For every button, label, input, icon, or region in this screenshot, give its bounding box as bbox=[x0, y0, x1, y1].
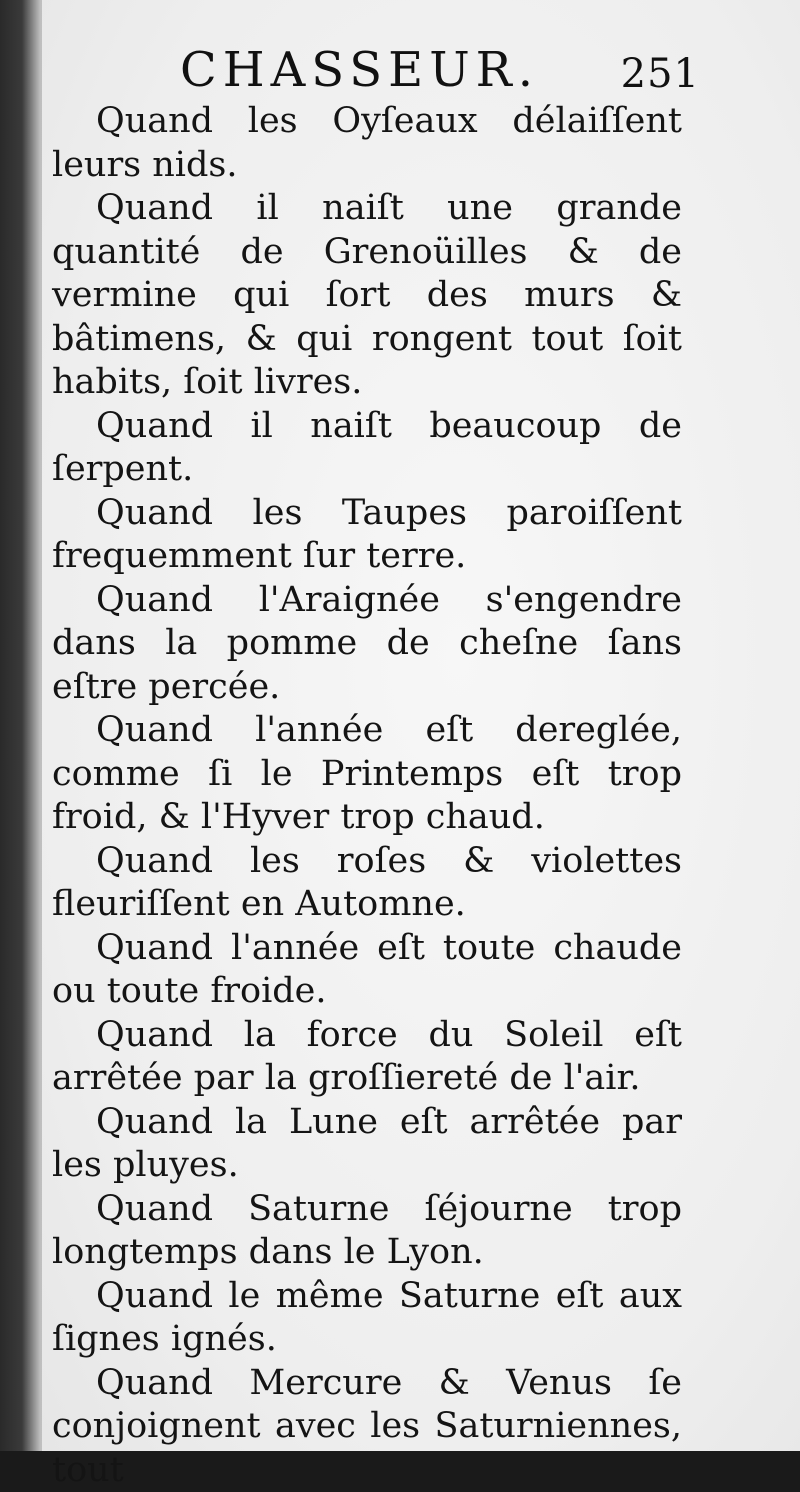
paragraph-12: Quand le même Saturne eſt aux ſignes ignés. bbox=[52, 1275, 682, 1362]
paragraph-5: Quand l'Araignée s'engendre dans la pomme de cheſne ſans eſtre percée. bbox=[52, 579, 682, 710]
paragraph-8: Quand l'année eſt toute chaude ou toute froide. bbox=[52, 927, 682, 1014]
paragraph-7: Quand les roſes & violettes fleuriſſent en Automne. bbox=[52, 840, 682, 927]
paragraph-13: Quand Mercure & Venus ſe conjoignent avec les Saturniennes, tout bbox=[52, 1362, 682, 1492]
page-header bbox=[42, 40, 800, 100]
paragraph-9: Quand la force du Soleil eſt arrêtée par la groſſiereté de l'air. bbox=[52, 1014, 682, 1101]
paragraph-2: Quand il naiſt une grande quantité de Grenoüilles & de vermine qui ſort des murs & bâtimens, & qui rongent tout ſoit habits, ſoit livres. bbox=[52, 187, 682, 405]
paragraph-11: Quand Saturne ſéjourne trop longtemps dans le Lyon. bbox=[52, 1188, 682, 1275]
page-number: 251 bbox=[621, 44, 700, 104]
paragraph-6: Quand l'année eſt dereglée, comme ſi le Printemps eſt trop froid, & l'Hyver trop chaud. bbox=[52, 709, 682, 840]
body-text bbox=[52, 100, 682, 1492]
running-title: CHASSEUR. bbox=[180, 40, 539, 100]
book-page bbox=[42, 0, 800, 1451]
paragraph-10: Quand la Lune eſt arrêtée par les pluyes. bbox=[52, 1101, 682, 1188]
paragraph-3: Quand il naiſt beaucoup de ſerpent. bbox=[52, 405, 682, 492]
paragraph-4: Quand les Taupes paroiſſent frequemment ſur terre. bbox=[52, 492, 682, 579]
paragraph-1: Quand les Oyſeaux délaiſſent leurs nids. bbox=[52, 100, 682, 187]
